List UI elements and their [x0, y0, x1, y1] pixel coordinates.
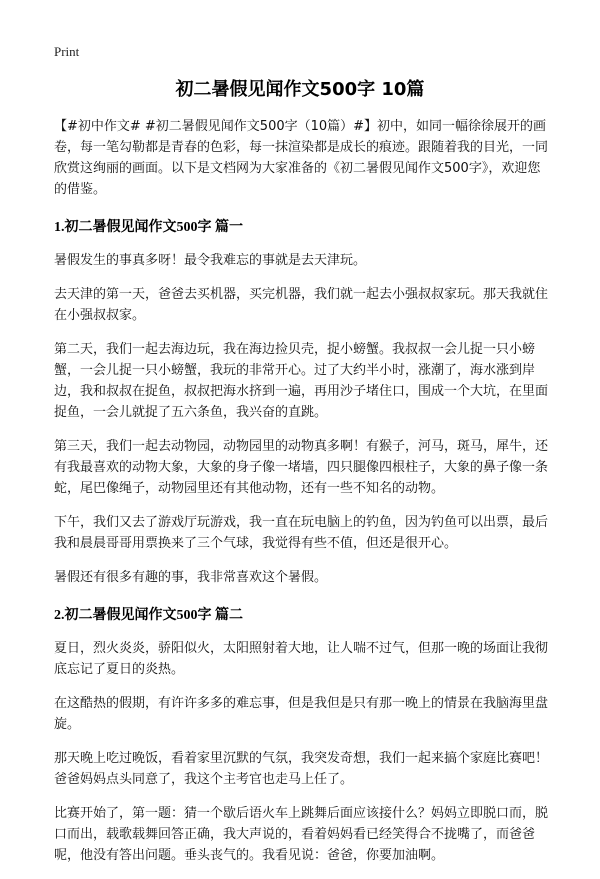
paragraph: 第三天，我们一起去动物园，动物园里的动物真多啊！有猴子，河马，斑马，犀牛，还有我最喜欢的动物大象，大象的身子像一堵墙，四只腿像四根柱子，大象的鼻子像一条蛇，尾巴像绳子，动物园里还有其他动物，还有一些不知名的动物。: [54, 439, 549, 496]
print-label[interactable]: Print: [54, 44, 80, 59]
paragraph: 下午，我们又去了游戏厅玩游戏，我一直在玩电脑上的钓鱼，因为钓鱼可以出票，最后我和晨晨哥哥用票换来了三个气球，我觉得有些不值，但还是很开心。: [54, 515, 549, 551]
paragraph: 第二天，我们一起去海边玩，我在海边捡贝壳，捉小螃蟹。我叔叔一会儿捉一只小螃蟹，一会儿捉一只小螃蟹，我玩的非常开心。过了大约半小时，涨潮了，海水涨到岸边，我和叔叔在捉鱼，叔叔把海水挤到一遍，再用沙子堵住口，围成一个大坑，在里面捉鱼，一会儿就捉了五六条鱼，我兴奋的直跳。: [54, 342, 549, 420]
paragraph: 在这酷热的假期，有许许多多的难忘事，但是我但是只有那一晚上的情景在我脑海里盘旋。: [54, 696, 549, 732]
paragraph: 去天津的第一天，爸爸去买机器，买完机器，我们就一起去小强叔叔家玩。那天我就住在小强叔叔家。: [54, 287, 549, 323]
document-title: 初二暑假见闻作文500字 10篇: [175, 79, 425, 100]
section-heading-2: 2.初二暑假见闻作文500字 篇二: [54, 608, 243, 623]
section-heading-1: 1.初二暑假见闻作文500字 篇一: [54, 220, 243, 235]
paragraph: 暑假还有很多有趣的事，我非常喜欢这个暑假。: [54, 570, 328, 585]
paragraph: 比赛开始了，第一题：猜一个歇后语火车上跳舞后面应该接什么？妈妈立即脱口而，脱口而出，载歌载舞回答正确，我大声说的，看着妈妈看已经笑得合不拢嘴了，而爸爸呢，他没有答出问题。垂头丧气的。我看见说：爸爸，你要加油啊。: [54, 806, 549, 863]
document-body: [54, 116, 550, 879]
paragraph: 夏日，烈火炎炎，骄阳似火，太阳照射着大地，让人喘不过气，但那一晚的场面让我彻底忘记了夏日的炎热。: [54, 641, 549, 677]
intro-paragraph: 【#初中作文# #初二暑假见闻作文500字（10篇）#】初中，如同一幅徐徐展开的画卷，每一笔勾勒都是青春的色彩，每一抹渲染都是成长的痕迹。跟随着我的目光，一同欣赏这绚丽的画面。以下是文档网为大家准备的《初二暑假见闻作文500字》，欢迎您的借鉴。: [54, 119, 549, 197]
paragraph: 暑假发生的事真多呀！最令我难忘的事就是去天津玩。: [54, 253, 367, 268]
paragraph: 那天晚上吃过晚饭，看着家里沉默的气氛，我突发奇想，我们一起来搞个家庭比赛吧！爸爸妈妈点头同意了，我这个主考官也走马上任了。: [54, 751, 549, 787]
